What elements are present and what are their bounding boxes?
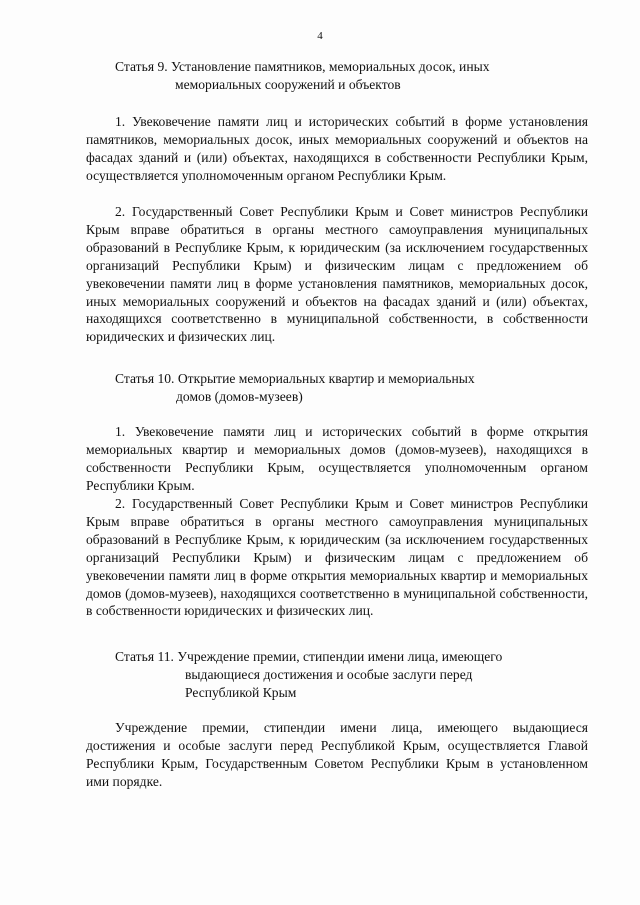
article-heading-line: Республикой Крым [185,684,297,700]
article-heading-line: Статья 9. Установление памятников, мемориальных досок, иных [115,59,490,74]
article-heading-line: домов (домов-музеев) [176,388,303,404]
article-heading-line: выдающиеся достижения и особые заслуги перед [185,666,473,682]
article-10-paragraph-2: 2. Государственный Совет Республики Крым и Совет министров Республики Крым вправе обратиться в органы местного самоуправления муниципальных образований в Республике Крым, к юридическим (за исключением государственных организаций Республики Крым) и физическим лицам с предложением об увековечении памяти лиц в форме открытия мемориальных квартир и мемориальных домов (домов-музеев), находящихся соответственно в муниципальной собственности, в собственности юридических и физических лиц. [86,496,588,619]
article-heading-line: мемориальных сооружений и объектов [175,76,401,92]
article-heading-line: Статья 11. Учреждение премии, стипендии имени лица, имеющего [115,649,503,664]
article-11-heading [115,648,555,702]
article-11-paragraph-1: Учреждение премии, стипендии имени лица, имеющего выдающиеся достижения и особые заслуги перед Республикой Крым, осуществляется Главой Республики Крым, Государственным Советом Республики Крым в установленном ими порядке. [86,720,588,789]
article-10-paragraph-1: 1. Увековечение памяти лиц и исторических событий в форме открытия мемориальных квартир и мемориальных домов (домов-музеев), находящихся в собственности Республики Крым, осуществляется уполномоченным органом Республики Крым. [86,424,588,493]
article-9-heading [115,58,555,94]
article-9-paragraph-2: 2. Государственный Совет Республики Крым и Совет министров Республики Крым вправе обратиться в органы местного самоуправления муниципальных образований в Республике Крым, к юридическим (за исключением государственных организаций Республики Крым) и физическим лицам с предложением об увековечении памяти лиц в форме установления памятников, мемориальных досок, иных мемориальных сооружений и объектов на фасадах зданий и (или) объектах, находящихся соответственно в муниципальной собственности, в собственности юридических и физических лиц. [86,204,588,345]
article-heading-line: Статья 10. Открытие мемориальных квартир и мемориальных [115,371,475,386]
page-number: 4 [317,30,323,42]
article-10-heading [115,370,555,406]
article-9-paragraph-1: 1. Увековечение памяти лиц и исторических событий в форме установления памятников, мемориальных досок, иных мемориальных сооружений и объектов на фасадах зданий и (или) объектах, находящихся в собственности Республики Крым, осуществляется уполномоченным органом Республики Крым. [86,114,588,183]
